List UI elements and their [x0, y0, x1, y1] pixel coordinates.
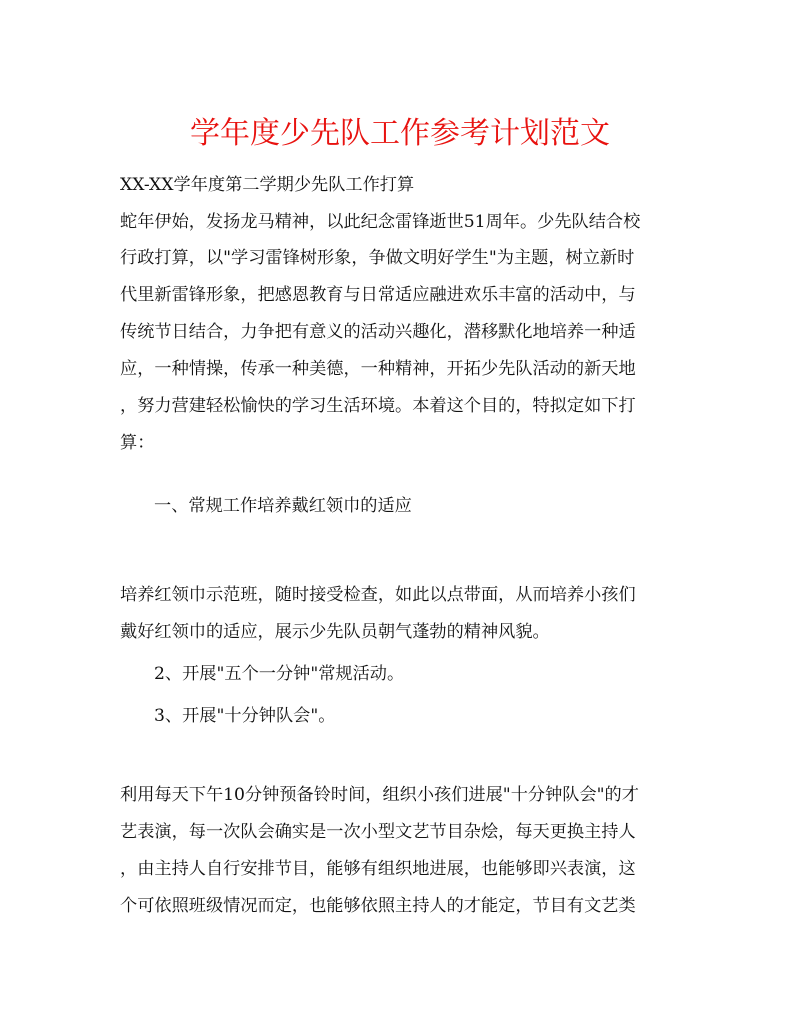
paragraph-line: 蛇年伊始，发扬龙马精神，以此纪念雷锋逝世51周年。少先队结合校 [120, 212, 641, 232]
paragraph-line: 代里新雷锋形象，把感恩教育与日常适应融进欢乐丰富的活动中，与 [120, 285, 636, 305]
paragraph-line: 算： [120, 433, 155, 453]
paragraph-line: 培养红领巾示范班，随时接受检查，如此以点带面，从而培养小孩们 [120, 585, 636, 605]
paragraph-line: 戴好红领巾的适应，展示少先队员朝气蓬勃的精神风貌。 [120, 622, 550, 642]
document-title: 学年度少先队工作参考计划范文 [190, 116, 610, 151]
paragraph-line: 艺表演，每一次队会确实是一次小型文艺节目杂烩，每天更换主持人 [120, 822, 636, 842]
paragraph-line: 应，一种情操，传承一种美德，一种精神，开拓少先队活动的新天地 [120, 359, 636, 379]
paragraph-line: 行政打算，以"学习雷锋树形象，争做文明好学生"为主题，树立新时 [120, 248, 635, 268]
paragraph-line: ，由主持人自行安排节目，能够有组织地进展，也能够即兴表演，这 [120, 859, 636, 879]
section-heading: 一、常规工作培养戴红领巾的适应 [154, 496, 412, 516]
list-item: 2、开展"五个一分钟"常规活动。 [154, 664, 405, 684]
list-item: 3、开展"十分钟队会"。 [154, 706, 336, 726]
paragraph-line: 利用每天下午10分钟预备铃时间，组织小孩们进展"十分钟队会"的才 [120, 785, 639, 805]
paragraph-line: 传统节日结合，力争把有意义的活动兴趣化，潜移默化地培养一种适 [120, 322, 636, 342]
paragraph-line: ，努力营建轻松愉快的学习生活环境。本着这个目的，特拟定如下打 [120, 396, 636, 416]
paragraph-line: 个可依照班级情况而定，也能够依照主持人的才能定，节目有文艺类 [120, 896, 636, 916]
document-subtitle: XX-XX学年度第二学期少先队工作打算 [120, 175, 415, 195]
